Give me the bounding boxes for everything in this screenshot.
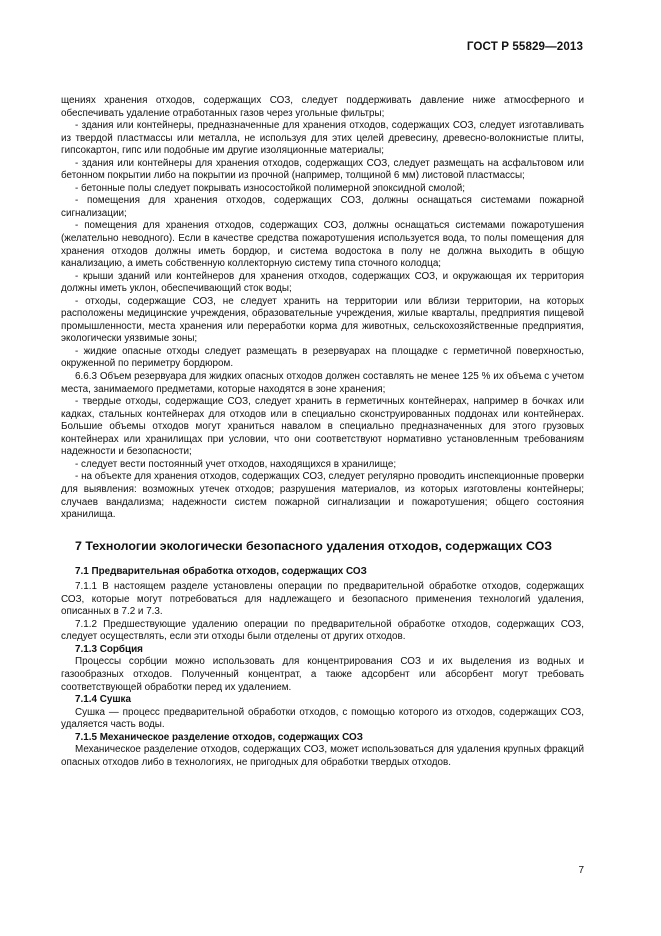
subsection-7-1-heading: 7.1 Предварительная обработка отходов, содержащих СОЗ bbox=[75, 565, 367, 577]
list-item: - на объекте для хранения отходов, содержащих СОЗ, следует регулярно проводить инспекционные проверки для выявления: возможных утечек отходов; разрушения материалов, из которых изготовлены контейнеры; случаев вандализма; надежности систем пожарной сигнализации и пожаротушения; общего состояния хранилища. bbox=[61, 471, 584, 521]
clause-7-1-5-text: Механическое разделение отходов, содержащих СОЗ, может использоваться для удаления крупных фракций опасных отходов либо в технологиях, не пригодных для обработки твердых отходов. bbox=[61, 744, 584, 768]
subsection-7-1-5-heading: 7.1.5 Механическое разделение отходов, содержащих СОЗ bbox=[75, 731, 363, 743]
list-item: - отходы, содержащие СОЗ, не следует хранить на территории или вблизи территории, на которых расположены медицинские учреждения, образовательные учреждения, жилые кварталы, предприятия пищевой промышленности, места хранения или переработки корма для животных, сельскохозяйственные предприятия, экологически уязвимые зоны; bbox=[61, 295, 584, 345]
subsection-7-1-3-heading: 7.1.3 Сорбция bbox=[75, 643, 143, 655]
list-item: - помещения для хранения отходов, содержащих СОЗ, должны оснащаться системами пожарной сигнализации; bbox=[61, 195, 584, 219]
list-item: - твердые отходы, содержащие СОЗ, следует хранить в герметичных контейнерах, например в бочках или кадках, стальных контейнерах для отходов или в специально сконструированных поддонах или контейнерах. Большие объемы отходов могут храниться навалом в специально предназначенных для этого грузовых контейнерах или хранилищах при условии, что они соответствуют нормативно установленным требованиям надежности и безопасности; bbox=[61, 396, 584, 458]
clause-7-1-3-text: Процессы сорбции можно использовать для концентрирования СОЗ и их выделения из водных и газообразных отходов. Полученный концентрат, а также адсорбент или абсорбент могут требовать соответствующей обработки перед их удалением. bbox=[61, 656, 584, 693]
clause-7-1-2: 7.1.2 Предшествующие удалению операции по предварительной обработке отходов, содержащих СОЗ, следует осуществлять, если эти отходы были отделены от других отходов. bbox=[61, 618, 584, 643]
clause-6-6-3: 6.6.3 Объем резервуара для жидких опасных отходов должен составлять не менее 125 % их объема с учетом места, занимаемого предметами, которые находятся в зоне хранения; bbox=[61, 371, 584, 395]
list-item: - здания или контейнеры, предназначенные для хранения отходов, содержащих СОЗ, следует изготавливать из твердой пластмассы или металла, не используя для этих целей древесину, древесно-волокнистые плиты, гипсокартон, гипс или подобные им другие изоляционные материалы; bbox=[61, 120, 584, 157]
list-item: - бетонные полы следует покрывать износостойкой полимерной эпоксидной смолой; bbox=[75, 182, 465, 194]
clause-7-1-4-text: Сушка — процесс предварительной обработки отходов, с помощью которого из отходов, содержащих СОЗ, удаляется часть воды. bbox=[61, 706, 584, 731]
list-item: - помещения для хранения отходов, содержащих СОЗ, должны оснащаться системами пожаротушения (желательно неводного). Если в качестве средства пожаротушения используется вода, то полы помещения для хранения отходов должны иметь бордюр, и система водостока в полу не должна выходить в общую канализацию, а иметь собственную коллекторную систему типа сточного колодца; bbox=[61, 220, 584, 270]
section-7-heading: 7 Технологии экологически безопасного удаления отходов, содержащих СОЗ bbox=[75, 538, 553, 553]
document-id-header: ГОСТ Р 55829—2013 bbox=[466, 40, 583, 53]
clause-7-1-1: 7.1.1 В настоящем разделе установлены операции по предварительной обработке отходов, содержащих СОЗ, которые могут потребоваться для надлежащего и безопасного применения технологий удаления, описанных в 7.2 и 7.3. bbox=[61, 581, 584, 618]
subsection-7-1-4-heading: 7.1.4 Сушка bbox=[75, 694, 131, 706]
list-item: - здания или контейнеры для хранения отходов, содержащих СОЗ, следует размещать на асфальтовом или бетонном покрытии либо на покрытии из прочной (например, толщиной 6 мм) листовой пластмассы; bbox=[61, 157, 584, 182]
paragraph: щениях хранения отходов, содержащих СОЗ, следует поддерживать давление ниже атмосферного и обеспечивать удаление отработанных газов через угольные фильтры; bbox=[61, 95, 584, 119]
list-item: - крыши зданий или контейнеров для хранения отходов, содержащих СОЗ, и окружающая их территория должны иметь уклон, обеспечивающий сток воды; bbox=[61, 270, 584, 295]
list-item: - следует вести постоянный учет отходов, находящихся в хранилище; bbox=[75, 458, 397, 470]
list-item: - жидкие опасные отходы следует размещать в резервуарах на площадке с герметичной поверхностью, окруженной по периметру бордюром. bbox=[61, 345, 584, 370]
page-number: 7 bbox=[578, 865, 584, 876]
document-body bbox=[61, 95, 584, 769]
